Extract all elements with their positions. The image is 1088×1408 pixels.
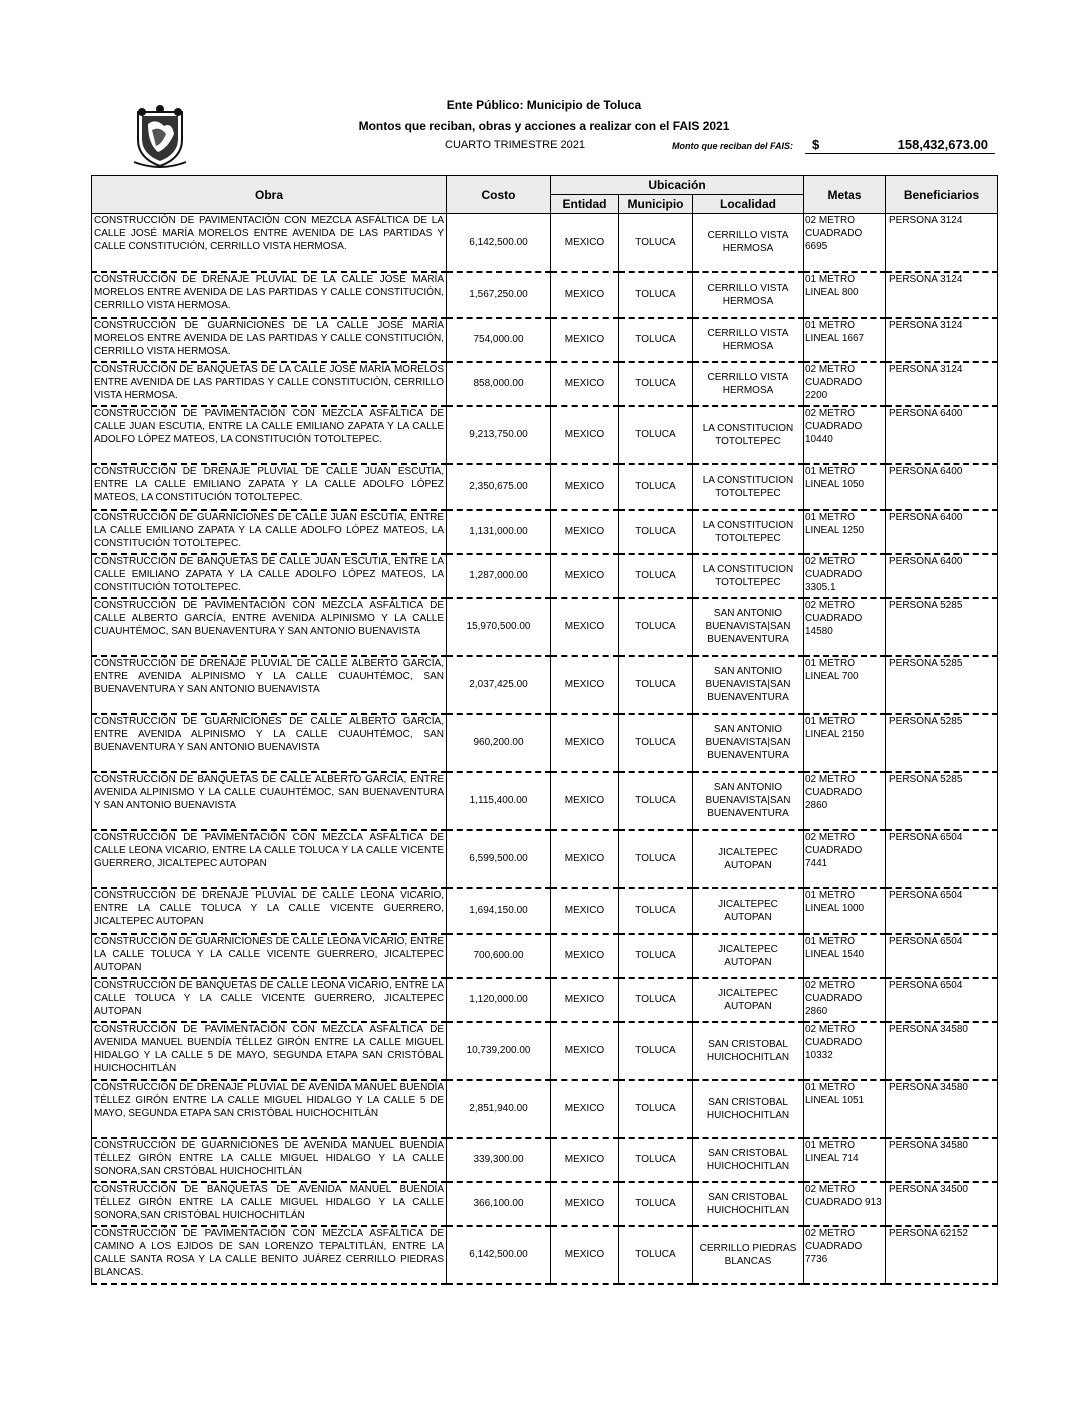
obra-cell: CONSTRUCCIÓN DE DRENAJE PLUVIAL DE LA CALLE JOSÉ MARÍA MORELOS ENTRE AVENIDA DE LAS PARTIDAS Y CALLE CONSTITUCIÓN, CERRILLO VISTA HERMOSA. <box>92 272 447 318</box>
metas-cell: 01 METRO LINEAL 1000 <box>804 888 886 934</box>
metas-cell: 01 METRO LINEAL 700 <box>804 656 886 714</box>
obra-cell: CONSTRUCCIÓN DE DRENAJE PLUVIAL DE CALLE JUAN ESCUTIA, ENTRE LA CALLE EMILIANO ZAPATA Y LA CALLE ADOLFO LÓPEZ MATEOS, LA CONSTITUCIÓN TOTOLTEPEC. <box>92 464 447 510</box>
entidad-cell: MEXICO <box>551 656 619 714</box>
table-row <box>92 1182 998 1226</box>
table-row <box>92 318 998 362</box>
table-row <box>92 656 998 714</box>
entidad-cell: MEXICO <box>551 406 619 464</box>
costo-cell: 1,120,000.00 <box>447 978 551 1022</box>
entidad-cell: MEXICO <box>551 464 619 510</box>
municipio-cell: TOLUCA <box>619 888 693 934</box>
obra-cell: CONSTRUCCIÓN DE BANQUETAS DE CALLE LEONA VICARIO, ENTRE LA CALLE TOLUCA Y LA CALLE VICENTE GUERRERO, JICALTEPEC AUTOPAN <box>92 978 447 1022</box>
currency-symbol: $ <box>812 137 820 152</box>
beneficiarios-cell: PERSONA 5285 <box>886 772 998 830</box>
metas-cell: 01 METRO LINEAL 714 <box>804 1138 886 1182</box>
table-row <box>92 272 998 318</box>
entidad-cell: MEXICO <box>551 598 619 656</box>
municipio-cell: TOLUCA <box>619 362 693 406</box>
costo-cell: 366,100.00 <box>447 1182 551 1226</box>
page-subtitle: Montos que reciban, obras y acciones a realizar con el FAIS 2021 <box>358 119 730 133</box>
entidad-cell: MEXICO <box>551 362 619 406</box>
beneficiarios-cell: PERSONA 34580 <box>886 1138 998 1182</box>
beneficiarios-cell: PERSONA 5285 <box>886 714 998 772</box>
obra-cell: CONSTRUCCIÓN DE DRENAJE PLUVIAL DE CALLE ALBERTO GARCÍA, ENTRE AVENIDA ALPINISMO Y LA CALLE CUAUHTÉMOC, SAN BUENAVENTURA Y SAN ANTONIO BUENAVISTA <box>92 656 447 714</box>
costo-cell: 6,599,500.00 <box>447 830 551 888</box>
municipio-cell: TOLUCA <box>619 830 693 888</box>
localidad-cell: CERRILLO VISTA HERMOSA <box>693 318 804 362</box>
entidad-cell: MEXICO <box>551 934 619 978</box>
col-header-metas: Metas <box>804 176 886 214</box>
beneficiarios-cell: PERSONA 6504 <box>886 978 998 1022</box>
period-label: CUARTO TRIMESTRE 2021 <box>445 139 585 151</box>
entidad-cell: MEXICO <box>551 714 619 772</box>
localidad-cell: SAN CRISTOBAL HUICHOCHITLAN <box>693 1182 804 1226</box>
entidad-cell: MEXICO <box>551 772 619 830</box>
localidad-cell: JICALTEPEC AUTOPAN <box>693 934 804 978</box>
col-header-beneficiarios: Beneficiarios <box>886 176 998 214</box>
obra-cell: CONSTRUCCIÓN DE PAVIMENTACIÓN CON MEZCLA ASFÁLTICA DE LA CALLE JOSÉ MARÍA MORELOS ENTRE AVENIDA DE LAS PARTIDAS Y CALLE CONSTITUCIÓN, CERRILLO VISTA HERMOSA. <box>92 214 447 272</box>
municipio-cell: TOLUCA <box>619 1138 693 1182</box>
localidad-cell: SAN CRISTOBAL HUICHOCHITLAN <box>693 1022 804 1080</box>
entidad-cell: MEXICO <box>551 554 619 598</box>
col-header-localidad: Localidad <box>693 195 804 214</box>
table-row <box>92 464 998 510</box>
localidad-cell: SAN ANTONIO BUENAVISTA|SAN BUENAVENTURA <box>693 772 804 830</box>
localidad-cell: SAN ANTONIO BUENAVISTA|SAN BUENAVENTURA <box>693 656 804 714</box>
localidad-cell: SAN ANTONIO BUENAVISTA|SAN BUENAVENTURA <box>693 714 804 772</box>
costo-cell: 2,350,675.00 <box>447 464 551 510</box>
municipio-cell: TOLUCA <box>619 554 693 598</box>
costo-cell: 2,037,425.00 <box>447 656 551 714</box>
entidad-cell: MEXICO <box>551 888 619 934</box>
localidad-cell: CERRILLO VISTA HERMOSA <box>693 272 804 318</box>
obra-cell: CONSTRUCCIÓN DE GUARNICIONES DE CALLE ALBERTO GARCÍA, ENTRE AVENIDA ALPINISMO Y LA CALLE CUAUHTÉMOC, SAN BUENAVENTURA Y SAN ANTONIO BUENAVISTA <box>92 714 447 772</box>
entidad-cell: MEXICO <box>551 1138 619 1182</box>
page-title: Ente Público: Municipio de Toluca <box>446 98 642 112</box>
beneficiarios-cell: PERSONA 5285 <box>886 656 998 714</box>
metas-cell: 02 METRO CUADRADO 10332 <box>804 1022 886 1080</box>
costo-cell: 6,142,500.00 <box>447 214 551 272</box>
metas-cell: 01 METRO LINEAL 1051 <box>804 1080 886 1138</box>
table-row <box>92 362 998 406</box>
localidad-cell: JICALTEPEC AUTOPAN <box>693 830 804 888</box>
localidad-cell: SAN CRISTOBAL HUICHOCHITLAN <box>693 1138 804 1182</box>
table-row <box>92 830 998 888</box>
costo-cell: 1,287,000.00 <box>447 554 551 598</box>
costo-cell: 1,115,400.00 <box>447 772 551 830</box>
table-row <box>92 406 998 464</box>
municipio-cell: TOLUCA <box>619 1182 693 1226</box>
obra-cell: CONSTRUCCIÓN DE GUARNICIONES DE CALLE JUAN ESCUTIA, ENTRE LA CALLE EMILIANO ZAPATA Y LA CALLE ADOLFO LÓPEZ MATEOS, LA CONSTITUCIÓN TOTOLTEPEC. <box>92 510 447 554</box>
monto-underline <box>805 153 995 154</box>
localidad-cell: CERRILLO VISTA HERMOSA <box>693 214 804 272</box>
localidad-cell: LA CONSTITUCION TOTOLTEPEC <box>693 406 804 464</box>
monto-value: 158,432,673.00 <box>897 137 988 152</box>
col-header-costo: Costo <box>447 176 551 214</box>
municipio-cell: TOLUCA <box>619 772 693 830</box>
entidad-cell: MEXICO <box>551 830 619 888</box>
entidad-cell: MEXICO <box>551 510 619 554</box>
beneficiarios-cell: PERSONA 6504 <box>886 888 998 934</box>
metas-cell: 01 METRO LINEAL 800 <box>804 272 886 318</box>
costo-cell: 858,000.00 <box>447 362 551 406</box>
costo-cell: 9,213,750.00 <box>447 406 551 464</box>
municipio-cell: TOLUCA <box>619 1022 693 1080</box>
costo-cell: 6,142,500.00 <box>447 1226 551 1284</box>
metas-cell: 01 METRO LINEAL 1667 <box>804 318 886 362</box>
obra-cell: CONSTRUCCIÓN DE BANQUETAS DE LA CALLE JOSÉ MARÍA MORELOS ENTRE AVENIDA DE LAS PARTIDAS Y CALLE CONSTITUCIÓN, CERRILLO VISTA HERMOSA. <box>92 362 447 406</box>
municipio-cell: TOLUCA <box>619 510 693 554</box>
municipio-cell: TOLUCA <box>619 934 693 978</box>
col-header-obra: Obra <box>92 176 447 214</box>
col-header-municipio: Municipio <box>619 195 693 214</box>
col-header-entidad: Entidad <box>551 195 619 214</box>
municipio-cell: TOLUCA <box>619 714 693 772</box>
municipal-seal-logo <box>132 104 188 168</box>
beneficiarios-cell: PERSONA 34500 <box>886 1182 998 1226</box>
metas-cell: 02 METRO CUADRADO 3305.1 <box>804 554 886 598</box>
beneficiarios-cell: PERSONA 34580 <box>886 1022 998 1080</box>
beneficiarios-cell: PERSONA 6504 <box>886 934 998 978</box>
localidad-cell: JICALTEPEC AUTOPAN <box>693 978 804 1022</box>
metas-cell: 02 METRO CUADRADO 2860 <box>804 772 886 830</box>
obra-cell: CONSTRUCCIÓN DE GUARNICIONES DE LA CALLE JOSÉ MARÍA MORELOS ENTRE AVENIDA DE LAS PARTIDAS Y CALLE CONSTITUCIÓN, CERRILLO VISTA HERMOSA. <box>92 318 447 362</box>
table-body <box>92 214 998 1284</box>
metas-cell: 02 METRO CUADRADO 2200 <box>804 362 886 406</box>
table-row <box>92 714 998 772</box>
fais-table <box>91 175 998 1285</box>
entidad-cell: MEXICO <box>551 318 619 362</box>
table-row <box>92 598 998 656</box>
obra-cell: CONSTRUCCIÓN DE DRENAJE PLUVIAL DE AVENIDA MANUEL BUENDÍA TÉLLEZ GIRÓN ENTRE LA CALLE MIGUEL HIDALGO Y LA CALLE 5 DE MAYO, SEGUNDA ETAPA SAN CRISTÓBAL HUICHOCHITLÁN <box>92 1080 447 1138</box>
beneficiarios-cell: PERSONA 6400 <box>886 464 998 510</box>
beneficiarios-cell: PERSONA 62152 <box>886 1226 998 1284</box>
beneficiarios-cell: PERSONA 34580 <box>886 1080 998 1138</box>
table-row <box>92 934 998 978</box>
col-header-ubicacion: Ubicación <box>551 176 804 195</box>
table-row <box>92 772 998 830</box>
table-row <box>92 554 998 598</box>
entidad-cell: MEXICO <box>551 214 619 272</box>
municipio-cell: TOLUCA <box>619 598 693 656</box>
table-row <box>92 978 998 1022</box>
obra-cell: CONSTRUCCIÓN DE BANQUETAS DE AVENIDA MANUEL BUENDÍA TÉLLEZ GIRÓN ENTRE LA CALLE MIGUEL HIDALGO Y LA CALLE SONORA,SAN CRISTÓBAL HUICHOCHITLÁN <box>92 1182 447 1226</box>
table-row <box>92 1226 998 1284</box>
costo-cell: 700,600.00 <box>447 934 551 978</box>
entidad-cell: MEXICO <box>551 1226 619 1284</box>
metas-cell: 01 METRO LINEAL 1250 <box>804 510 886 554</box>
table-row <box>92 888 998 934</box>
table-row <box>92 214 998 272</box>
table-row <box>92 1138 998 1182</box>
metas-cell: 01 METRO LINEAL 1540 <box>804 934 886 978</box>
costo-cell: 1,131,000.00 <box>447 510 551 554</box>
municipio-cell: TOLUCA <box>619 318 693 362</box>
metas-cell: 02 METRO CUADRADO 7441 <box>804 830 886 888</box>
metas-cell: 02 METRO CUADRADO 6695 <box>804 214 886 272</box>
beneficiarios-cell: PERSONA 6400 <box>886 554 998 598</box>
municipio-cell: TOLUCA <box>619 214 693 272</box>
beneficiarios-cell: PERSONA 3124 <box>886 318 998 362</box>
municipio-cell: TOLUCA <box>619 1226 693 1284</box>
obra-cell: CONSTRUCCIÓN DE PAVIMENTACIÓN CON MEZCLA ASFÁLTICA DE CALLE ALBERTO GARCÍA, ENTRE AVENIDA ALPINISMO Y LA CALLE CUAUHTÉMOC, SAN BUENAVENTURA Y SAN ANTONIO BUENAVISTA <box>92 598 447 656</box>
costo-cell: 15,970,500.00 <box>447 598 551 656</box>
obra-cell: CONSTRUCCIÓN DE BANQUETAS DE CALLE JUAN ESCUTIA, ENTRE LA CALLE EMILIANO ZAPATA Y LA CALLE ADOLFO LÓPEZ MATEOS, LA CONSTITUCIÓN TOTOLTEPEC. <box>92 554 447 598</box>
municipio-cell: TOLUCA <box>619 464 693 510</box>
obra-cell: CONSTRUCCIÓN DE PAVIMENTACIÓN CON MEZCLA ASFÁLTICA DE CALLE JUAN ESCUTIA, ENTRE LA CALLE EMILIANO ZAPATA Y LA CALLE ADOLFO LÓPEZ MATEOS, LA CONSTITUCIÓN TOTOLTEPEC. <box>92 406 447 464</box>
localidad-cell: SAN ANTONIO BUENAVISTA|SAN BUENAVENTURA <box>693 598 804 656</box>
costo-cell: 1,694,150.00 <box>447 888 551 934</box>
beneficiarios-cell: PERSONA 3124 <box>886 362 998 406</box>
entidad-cell: MEXICO <box>551 272 619 318</box>
localidad-cell: CERRILLO PIEDRAS BLANCAS <box>693 1226 804 1284</box>
metas-cell: 02 METRO CUADRADO 2860 <box>804 978 886 1022</box>
localidad-cell: LA CONSTITUCION TOTOLTEPEC <box>693 510 804 554</box>
obra-cell: CONSTRUCCIÓN DE GUARNICIONES DE CALLE LEONA VICARIO, ENTRE LA CALLE TOLUCA Y LA CALLE VICENTE GUERRERO, JICALTEPEC AUTOPAN <box>92 934 447 978</box>
localidad-cell: CERRILLO VISTA HERMOSA <box>693 362 804 406</box>
costo-cell: 339,300.00 <box>447 1138 551 1182</box>
metas-cell: 02 METRO CUADRADO 7736 <box>804 1226 886 1284</box>
obra-cell: CONSTRUCCIÓN DE GUARNICIONES DE AVENIDA MANUEL BUENDÍA TÉLLEZ GIRÓN ENTRE LA CALLE MIGUEL HIDALGO Y LA CALLE SONORA,SAN CRSTÓBAL HUICHOCHITLÁN <box>92 1138 447 1182</box>
localidad-cell: LA CONSTITUCION TOTOLTEPEC <box>693 464 804 510</box>
entidad-cell: MEXICO <box>551 978 619 1022</box>
beneficiarios-cell: PERSONA 6400 <box>886 406 998 464</box>
obra-cell: CONSTRUCCIÓN DE PAVIMENTACIÓN CON MEZCLA ASFÁLTICA DE CAMINO A LOS EJIDOS DE SAN LORENZO TEPALTITLÁN, ENTRE LA CALLE SANTA ROSA Y LA CALLE BENITO JUÁREZ CERRILLO PIEDRAS BLANCAS. <box>92 1226 447 1284</box>
table-row <box>92 1080 998 1138</box>
beneficiarios-cell: PERSONA 6400 <box>886 510 998 554</box>
table-row <box>92 1022 998 1080</box>
localidad-cell: LA CONSTITUCION TOTOLTEPEC <box>693 554 804 598</box>
metas-cell: 02 METRO CUADRADO 14580 <box>804 598 886 656</box>
costo-cell: 1,567,250.00 <box>447 272 551 318</box>
beneficiarios-cell: PERSONA 3124 <box>886 214 998 272</box>
entidad-cell: MEXICO <box>551 1080 619 1138</box>
table-row <box>92 510 998 554</box>
obra-cell: CONSTRUCCIÓN DE BANQUETAS DE CALLE ALBERTO GARCÍA, ENTRE AVENIDA ALPINISMO Y LA CALLE CUAUHTÉMOC, SAN BUENAVENTURA Y SAN ANTONIO BUENAVISTA <box>92 772 447 830</box>
municipio-cell: TOLUCA <box>619 1080 693 1138</box>
obra-cell: CONSTRUCCIÓN DE DRENAJE PLUVIAL DE CALLE LEONA VICARIO, ENTRE LA CALLE TOLUCA Y LA CALLE VICENTE GUERRERO, JICALTEPEC AUTOPAN <box>92 888 447 934</box>
entidad-cell: MEXICO <box>551 1182 619 1226</box>
obra-cell: CONSTRUCCIÓN DE PAVIMENTACIÓN CON MEZCLA ASFÁLTICA DE AVENIDA MANUEL BUENDÍA TÉLLEZ GIRÓN ENTRE LA CALLE MIGUEL HIDALGO Y LA CALLE 5 DE MAYO, SEGUNDA ETAPA SAN CRISTÓBAL HUICHOCHITLÁN <box>92 1022 447 1080</box>
metas-cell: 01 METRO LINEAL 2150 <box>804 714 886 772</box>
municipio-cell: TOLUCA <box>619 272 693 318</box>
beneficiarios-cell: PERSONA 3124 <box>886 272 998 318</box>
localidad-cell: JICALTEPEC AUTOPAN <box>693 888 804 934</box>
costo-cell: 2,851,940.00 <box>447 1080 551 1138</box>
localidad-cell: SAN CRISTOBAL HUICHOCHITLAN <box>693 1080 804 1138</box>
entidad-cell: MEXICO <box>551 1022 619 1080</box>
obra-cell: CONSTRUCCIÓN DE PAVIMENTACIÓN CON MEZCLA ASFÁLTICA DE CALLE LEONA VICARIO, ENTRE LA CALLE TOLUCA Y LA CALLE VICENTE GUERRERO, JICALTEPEC AUTOPAN <box>92 830 447 888</box>
beneficiarios-cell: PERSONA 5285 <box>886 598 998 656</box>
beneficiarios-cell: PERSONA 6504 <box>886 830 998 888</box>
municipio-cell: TOLUCA <box>619 656 693 714</box>
municipio-cell: TOLUCA <box>619 406 693 464</box>
costo-cell: 10,739,200.00 <box>447 1022 551 1080</box>
metas-cell: 02 METRO CUADRADO 913 <box>804 1182 886 1226</box>
municipio-cell: TOLUCA <box>619 978 693 1022</box>
costo-cell: 754,000.00 <box>447 318 551 362</box>
costo-cell: 960,200.00 <box>447 714 551 772</box>
metas-cell: 01 METRO LINEAL 1050 <box>804 464 886 510</box>
metas-cell: 02 METRO CUADRADO 10440 <box>804 406 886 464</box>
monto-label: Monto que reciban del FAIS: <box>672 141 794 151</box>
